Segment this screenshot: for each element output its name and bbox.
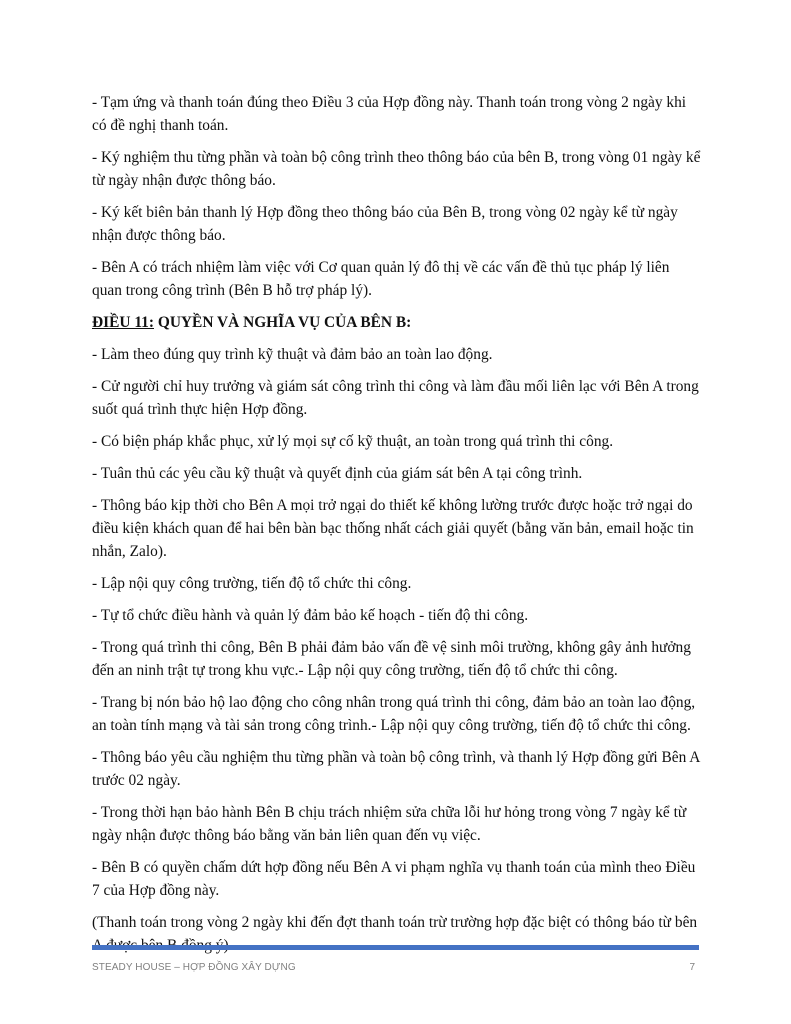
paragraph-advance-payment: - Tạm ứng và thanh toán đúng theo Điều 3 của Hợp đồng này. Thanh toán trong vòng 2 ngày khi có đề nghị thanh toán. xyxy=(92,94,687,134)
paragraph-sign-liquidation: - Ký kết biên bản thanh lý Hợp đồng theo thông báo của Bên B, trong vòng 02 ngày kể từ ngày nhận được thông báo. xyxy=(92,204,678,244)
paragraph-legal-procedures: - Bên A có trách nhiệm làm việc với Cơ quan quản lý đô thị về các vấn đề thủ tục pháp lý liên quan trong công trình (Bên B hỗ trợ pháp lý). xyxy=(92,259,670,299)
paragraph-self-management: - Tự tổ chức điều hành và quản lý đảm bảo kế hoạch - tiến độ thi công. xyxy=(92,607,529,624)
paragraph-supervision-compliance: - Tuân thủ các yêu cầu kỹ thuật và quyết định của giám sát bên A tại công trình. xyxy=(92,465,583,482)
paragraph-obstacle-notice: - Thông báo kịp thời cho Bên A mọi trở ngại do thiết kế không lường trước được hoặc trở ngại do điều kiện khách quan để hai bên bàn bạc thống nhất cách giải quyết (bằng văn bản, email hoặc tin nhắn, Zalo). xyxy=(92,497,694,560)
paragraph-incident-handling: - Có biện pháp khắc phục, xử lý mọi sự cố kỹ thuật, an toàn trong quá trình thi công. xyxy=(92,433,614,450)
paragraph-payment-note: (Thanh toán trong vòng 2 ngày khi đến đợt thanh toán trừ trường hợp đặc biệt có thông báo từ bên xyxy=(92,914,698,931)
paragraph-safety-equipment: - Trang bị nón bảo hộ lao động cho công nhân trong quá trình thi công, đảm bảo an toàn lao động, an toàn tính mạng và tài sản trong công trình.- Lập nội quy công trường, tiến độ tổ chức thi công. xyxy=(92,694,696,734)
paragraph-site-rules: - Lập nội quy công trường, tiến độ tổ chức thi công. xyxy=(92,575,412,592)
page-number: 7 xyxy=(689,962,695,973)
article-11-label: ĐIỀU 11: xyxy=(92,314,154,331)
paragraph-acceptance-notice: - Thông báo yêu cầu nghiệm thu từng phần và toàn bộ công trình, và thanh lý Hợp đồng gửi Bên A trước 02 ngày. xyxy=(92,749,700,789)
article-11-title: QUYỀN VÀ NGHĨA VỤ CỦA BÊN B: xyxy=(154,314,412,331)
footer-title: STEADY HOUSE – HỢP ĐỒNG XÂY DỰNG xyxy=(92,962,296,973)
paragraph-warranty: - Trong thời hạn bảo hành Bên B chịu trách nhiệm sửa chữa lỗi hư hỏng trong vòng 7 ngày kể từ ngày nhận được thông báo bằng văn bản liên quan đến vụ việc. xyxy=(92,804,687,844)
paragraph-environment: - Trong quá trình thi công, Bên B phải đảm bảo vấn đề vệ sinh môi trường, không gây ảnh hưởng đến an ninh trật tự trong khu vực.- Lập nội quy công trường, tiến độ tổ chức thi công. xyxy=(92,639,691,679)
paragraph-technical-process: - Làm theo đúng quy trình kỹ thuật và đảm bảo an toàn lao động. xyxy=(92,346,493,363)
paragraph-site-commander: - Cử người chỉ huy trưởng và giám sát công trình thi công và làm đầu mối liên lạc với Bên A trong suốt quá trình thực hiện Hợp đồng. xyxy=(92,378,699,418)
document-body xyxy=(92,91,702,966)
paragraph-termination-right: - Bên B có quyền chấm dứt hợp đồng nếu Bên A vi phạm nghĩa vụ thanh toán của mình theo Điều 7 của Hợp đồng này. xyxy=(92,859,696,899)
paragraph-sign-acceptance: - Ký nghiệm thu từng phần và toàn bộ công trình theo thông báo của bên B, trong vòng 01 ngày kể từ ngày nhận được thông báo. xyxy=(92,149,701,189)
footer-divider xyxy=(92,945,699,950)
article-11-heading xyxy=(92,311,702,334)
